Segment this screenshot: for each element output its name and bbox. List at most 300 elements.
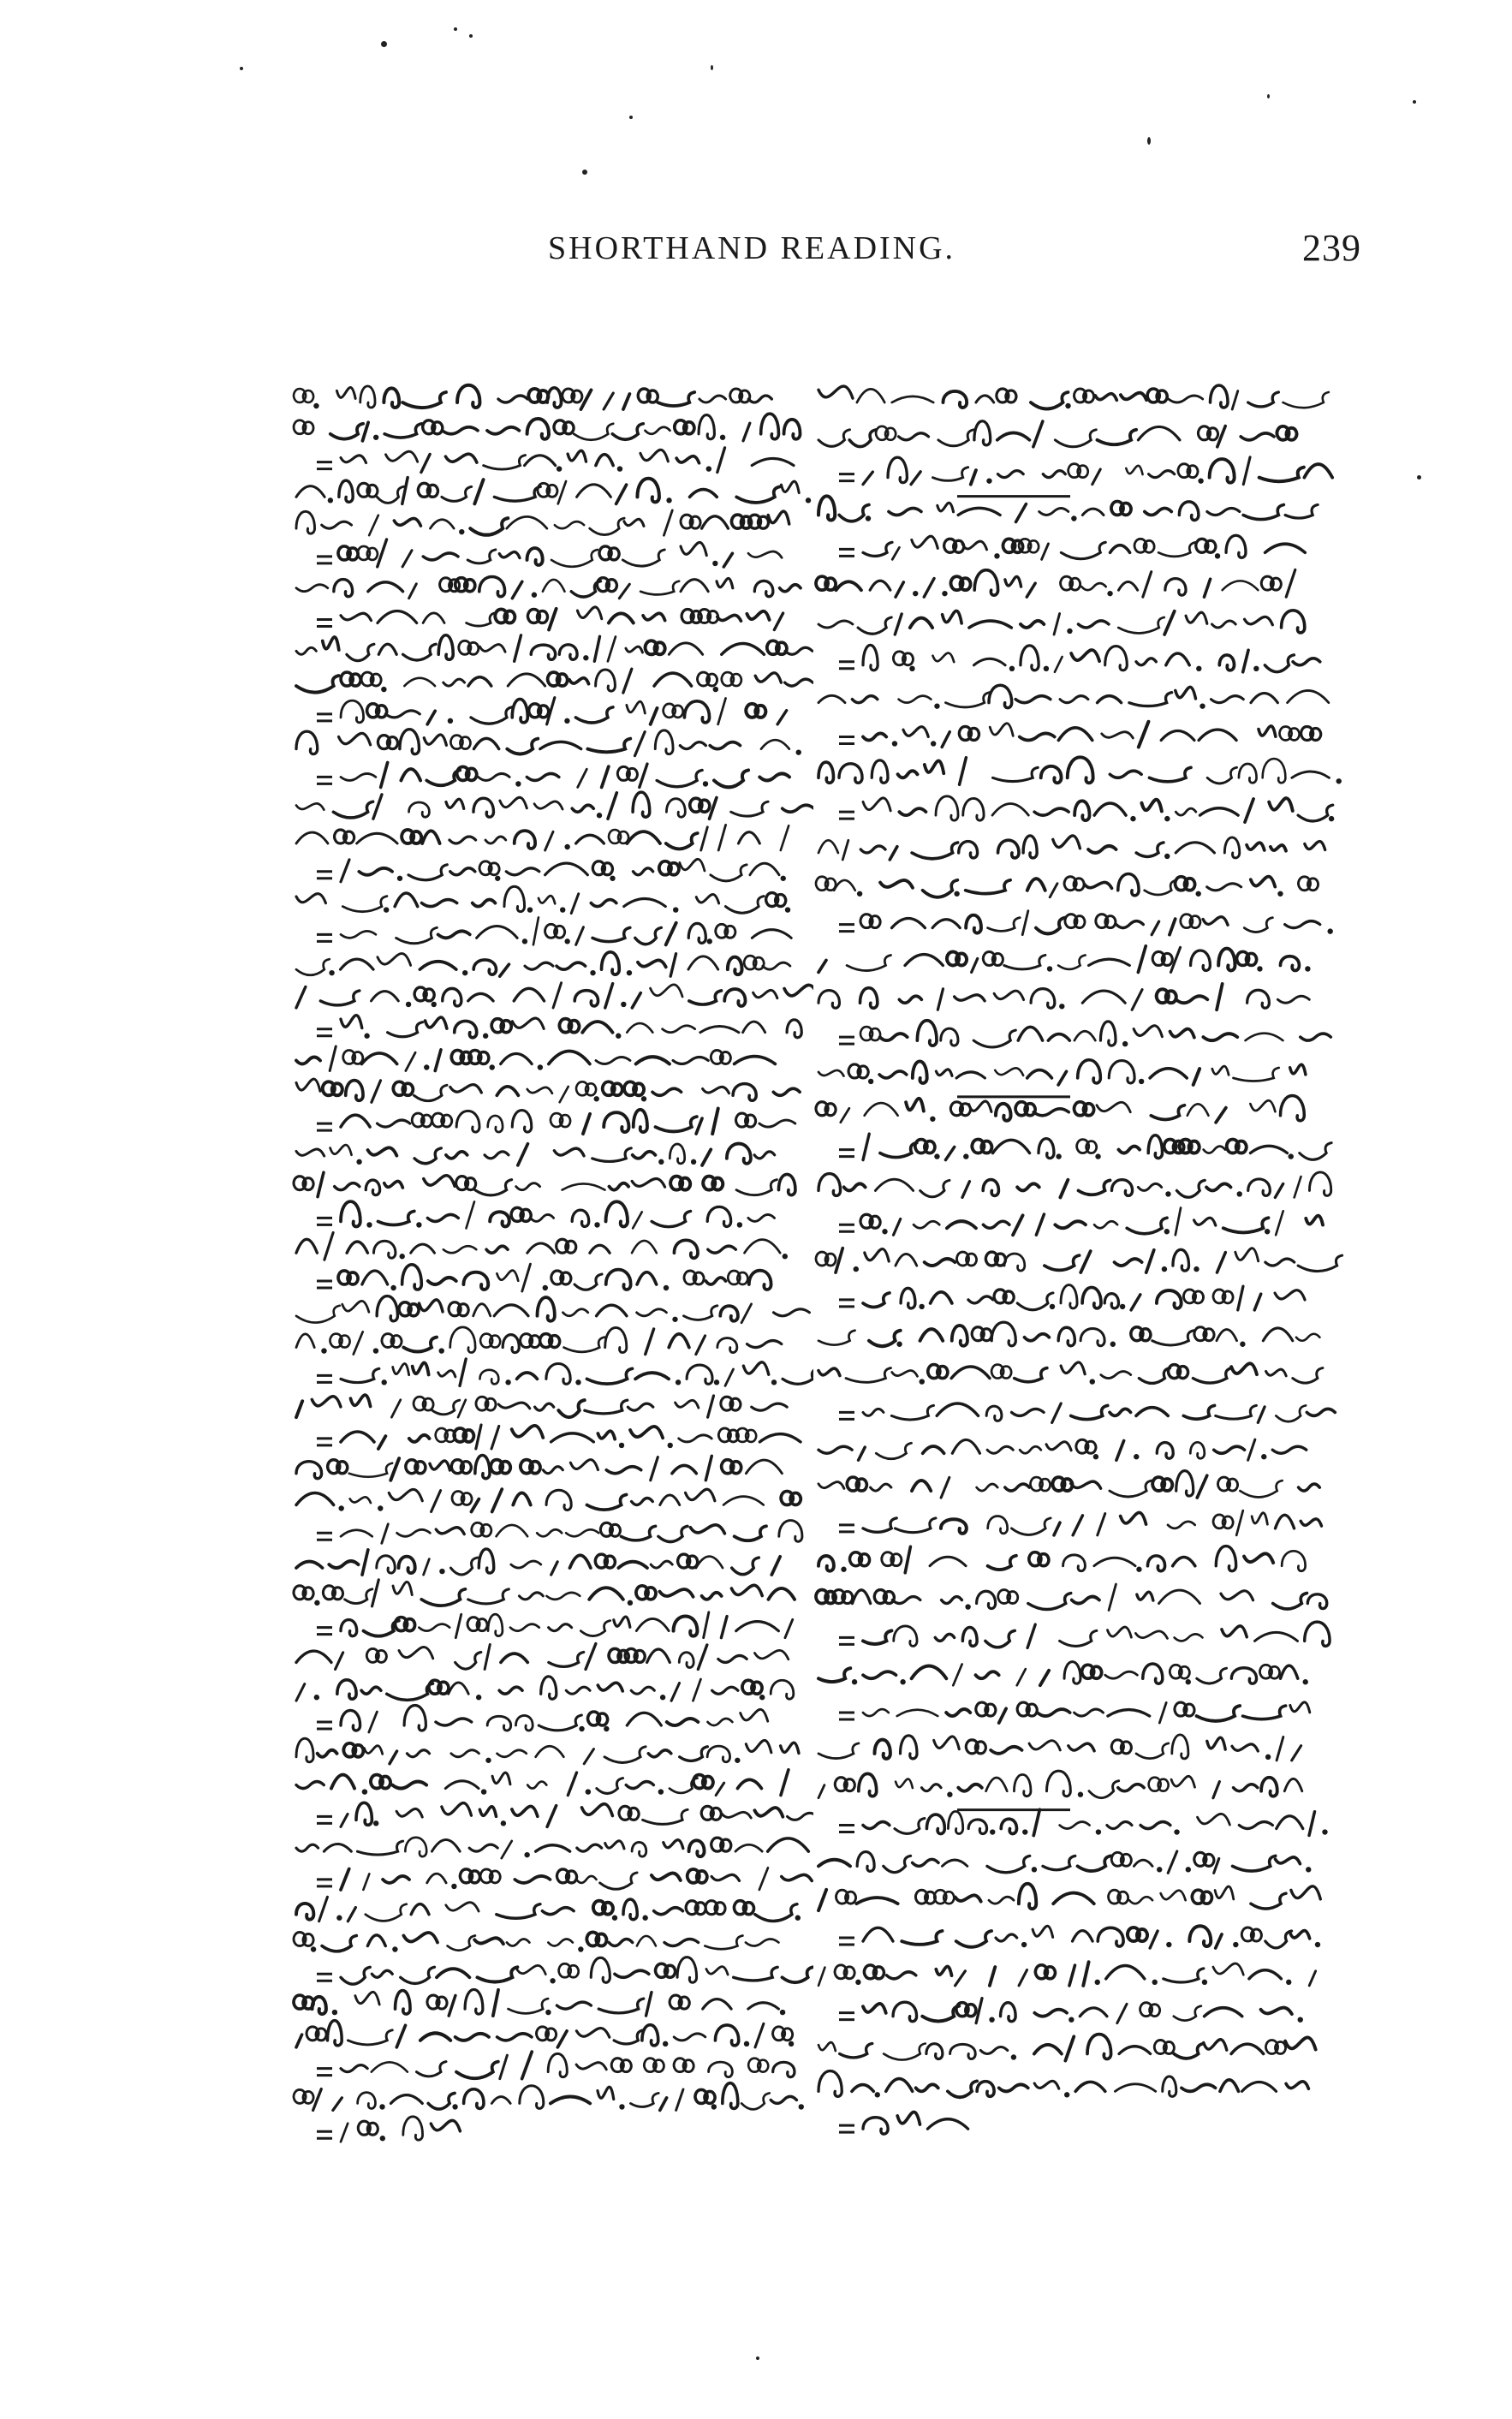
shorthand-stroke	[643, 1809, 688, 1824]
shorthand-stroke	[1136, 1408, 1168, 1416]
shorthand-dot	[1059, 1004, 1064, 1009]
shorthand-stroke	[414, 1085, 447, 1100]
paragraph-mark	[839, 1037, 854, 1044]
shorthand-dot	[990, 1829, 995, 1834]
shorthand-stroke	[1307, 1409, 1335, 1415]
shorthand-stroke	[609, 613, 634, 623]
shorthand-stroke	[722, 1460, 741, 1474]
shorthand-stroke	[330, 1046, 336, 1070]
shorthand-stroke	[671, 1683, 679, 1701]
shorthand-stroke	[973, 1030, 1015, 1047]
shorthand-dot	[796, 749, 801, 754]
shorthand-stroke	[1074, 389, 1094, 402]
shorthand-stroke	[366, 1904, 407, 1921]
shorthand-stroke	[951, 576, 971, 590]
paragraph-mark	[839, 662, 854, 669]
shorthand-stroke	[563, 1183, 605, 1189]
shorthand-stroke	[1250, 1100, 1275, 1111]
shorthand-stroke	[1295, 1177, 1301, 1197]
shorthand-stroke	[897, 1710, 938, 1716]
shorthand-stroke	[897, 2112, 920, 2125]
shorthand-stroke	[1076, 1439, 1096, 1453]
shorthand-stroke	[754, 1650, 788, 1659]
shorthand-stroke	[839, 764, 862, 783]
shorthand-stroke	[1015, 1368, 1047, 1382]
shorthand-stroke	[357, 1841, 402, 1855]
shorthand-stroke	[721, 1397, 741, 1410]
shorthand-stroke	[960, 758, 967, 785]
shorthand-stroke	[840, 2044, 872, 2058]
shorthand-stroke	[438, 635, 453, 660]
shorthand-stroke	[895, 614, 902, 635]
shorthand-stroke	[627, 1713, 661, 1725]
shorthand-stroke	[974, 421, 991, 445]
shorthand-stroke	[1213, 1515, 1233, 1528]
shorthand-stroke	[467, 613, 497, 627]
shorthand-stroke	[411, 1244, 435, 1253]
shorthand-stroke	[863, 1630, 891, 1644]
shorthand-stroke	[759, 1434, 801, 1442]
shorthand-stroke	[899, 996, 921, 1003]
shorthand-stroke	[450, 1327, 475, 1353]
shorthand-dot	[1233, 1942, 1238, 1947]
shorthand-stroke	[609, 1939, 633, 1946]
shorthand-stroke	[1168, 1851, 1177, 1873]
shorthand-stroke	[506, 868, 539, 875]
paragraph-mark	[839, 1713, 854, 1719]
shorthand-stroke	[521, 1334, 540, 1348]
shorthand-stroke	[500, 2055, 508, 2078]
shorthand-stroke	[474, 480, 483, 503]
shorthand-stroke	[1157, 989, 1176, 1003]
shorthand-stroke	[455, 2034, 489, 2041]
shorthand-stroke	[1046, 1442, 1071, 1451]
shorthand-stroke	[428, 2093, 455, 2109]
shorthand-stroke	[899, 808, 926, 815]
shorthand-stroke	[485, 837, 506, 843]
shorthand-stroke	[782, 481, 800, 493]
shorthand-stroke	[1280, 956, 1299, 971]
shorthand-stroke	[783, 1368, 813, 1384]
shorthand-stroke	[319, 1897, 328, 1921]
shorthand-stroke	[773, 2062, 795, 2076]
shorthand-dot	[1165, 1191, 1170, 1196]
shorthand-stroke	[1061, 542, 1105, 558]
shorthand-stroke	[614, 1617, 630, 1627]
shorthand-stroke	[1117, 2004, 1127, 2023]
shorthand-stroke	[1176, 808, 1195, 815]
shorthand-stroke	[923, 880, 958, 897]
shorthand-stroke	[451, 1750, 479, 1757]
shorthand-stroke	[1134, 1026, 1162, 1037]
shorthand-stroke	[1136, 843, 1164, 857]
shorthand-stroke	[341, 1016, 362, 1028]
shorthand-stroke	[341, 672, 360, 686]
shorthand-stroke	[1035, 1965, 1055, 1979]
shorthand-stroke	[1012, 1409, 1045, 1415]
shorthand-stroke	[539, 1715, 581, 1731]
shorthand-stroke	[446, 1152, 467, 1159]
shorthand-stroke	[659, 1589, 693, 1597]
shorthand-stroke	[781, 1743, 799, 1753]
shorthand-stroke	[1245, 799, 1253, 822]
shorthand-stroke	[674, 2034, 705, 2041]
shorthand-dot	[707, 938, 712, 944]
shorthand-stroke	[1054, 614, 1060, 635]
shorthand-stroke	[754, 581, 773, 596]
shorthand-stroke	[469, 1844, 497, 1851]
paragraph-mark	[317, 1880, 332, 1886]
shorthand-dot	[737, 1222, 742, 1227]
shorthand-stroke	[611, 2059, 631, 2072]
shorthand-stroke	[1005, 576, 1021, 587]
shorthand-stroke	[744, 956, 764, 969]
shorthand-stroke	[1058, 1071, 1066, 1085]
shorthand-dot	[557, 466, 562, 471]
shorthand-stroke	[391, 1400, 400, 1417]
shorthand-stroke	[609, 830, 628, 843]
shorthand-stroke	[296, 1334, 314, 1348]
shorthand-dot	[364, 1034, 369, 1039]
shorthand-stroke	[493, 1990, 498, 2016]
paragraph-mark	[839, 2013, 854, 2020]
shorthand-stroke	[852, 1590, 870, 1604]
shorthand-stroke	[655, 730, 673, 754]
shorthand-stroke	[990, 1967, 995, 1986]
paragraph-mark	[839, 1938, 854, 1945]
shorthand-stroke	[819, 1446, 852, 1453]
shorthand-dot	[459, 529, 464, 534]
shorthand-stroke	[703, 1087, 729, 1093]
shorthand-dot	[1253, 666, 1259, 671]
shorthand-stroke	[1121, 1512, 1146, 1524]
shorthand-stroke	[1252, 1513, 1267, 1524]
shorthand-stroke	[397, 1529, 431, 1536]
shorthand-stroke	[676, 1400, 699, 1408]
shorthand-stroke	[1172, 1735, 1188, 1759]
shorthand-stroke	[948, 1811, 962, 1833]
shorthand-stroke	[718, 698, 726, 724]
shorthand-stroke	[467, 1201, 474, 1228]
shorthand-stroke	[912, 536, 938, 548]
shorthand-stroke	[1119, 1147, 1140, 1153]
shorthand-stroke	[576, 927, 584, 945]
shorthand-stroke	[1020, 733, 1055, 740]
shorthand-stroke	[916, 2084, 938, 2091]
shorthand-stroke	[937, 1403, 978, 1415]
shorthand-stroke	[527, 1243, 555, 1253]
paragraph-mark	[317, 1029, 332, 1036]
shorthand-stroke	[390, 1458, 399, 1481]
shorthand-stroke	[531, 1214, 554, 1221]
shorthand-stroke	[875, 1179, 913, 1190]
shorthand-stroke	[1058, 1327, 1074, 1345]
shorthand-stroke	[1033, 1809, 1039, 1835]
shorthand-stroke	[1098, 696, 1122, 703]
shorthand-dot	[560, 907, 565, 912]
shorthand-stroke	[987, 1446, 1013, 1453]
shorthand-stroke	[1213, 1290, 1233, 1303]
shorthand-stroke	[771, 1557, 780, 1575]
shorthand-stroke	[497, 1750, 526, 1757]
shorthand-stroke	[664, 1840, 683, 1849]
shorthand-stroke	[546, 1364, 570, 1385]
shorthand-stroke	[498, 1403, 529, 1409]
shorthand-stroke	[576, 2063, 606, 2070]
shorthand-stroke	[651, 985, 683, 997]
shorthand-stroke	[863, 1409, 884, 1415]
shorthand-dot	[919, 1304, 924, 1309]
shorthand-stroke	[642, 2025, 658, 2046]
shorthand-stroke	[785, 1619, 793, 1637]
shorthand-stroke	[1309, 1812, 1314, 1836]
shorthand-stroke	[1251, 694, 1277, 703]
shorthand-dot	[452, 2104, 457, 2109]
shorthand-stroke	[1170, 1665, 1189, 1678]
shorthand-stroke	[294, 2089, 313, 2103]
shorthand-stroke	[540, 1334, 560, 1348]
shorthand-stroke	[705, 1456, 711, 1480]
shorthand-stroke	[1136, 1743, 1169, 1759]
shorthand-stroke	[816, 576, 836, 590]
shorthand-stroke	[1168, 1522, 1195, 1528]
shorthand-stroke	[401, 769, 420, 780]
shorthand-stroke	[696, 1118, 702, 1134]
shorthand-stroke	[738, 832, 759, 843]
shorthand-stroke	[585, 1400, 628, 1414]
shorthand-stroke	[1190, 1442, 1204, 1458]
shorthand-stroke	[925, 1259, 955, 1266]
shorthand-stroke	[632, 993, 640, 1008]
shorthand-stroke	[490, 1212, 509, 1226]
shorthand-stroke	[602, 952, 620, 974]
shorthand-dot	[1329, 816, 1334, 821]
shorthand-stroke	[468, 993, 493, 1000]
shorthand-dot	[621, 1002, 626, 1007]
shorthand-stroke	[1280, 726, 1300, 740]
shorthand-stroke	[1068, 757, 1093, 783]
shorthand-dot	[1139, 1079, 1144, 1084]
shorthand-stroke	[847, 955, 890, 970]
shorthand-stroke	[603, 1081, 622, 1095]
shorthand-stroke	[752, 930, 791, 938]
shorthand-stroke	[892, 1597, 920, 1604]
shorthand-stroke	[446, 1903, 479, 1911]
shorthand-dot	[1196, 666, 1201, 671]
shorthand-stroke	[723, 1497, 764, 1505]
shorthand-stroke	[427, 1874, 446, 1883]
shorthand-stroke	[666, 833, 698, 849]
shorthand-stroke	[1069, 1743, 1094, 1751]
shorthand-stroke	[859, 1447, 866, 1460]
shorthand-dot	[1303, 1679, 1308, 1684]
shorthand-stroke	[1207, 508, 1240, 515]
shorthand-stroke	[1183, 1290, 1203, 1303]
shorthand-dot	[564, 938, 569, 944]
shorthand-stroke	[1248, 392, 1279, 407]
shorthand-stroke	[734, 1901, 753, 1915]
shorthand-stroke	[906, 1099, 924, 1111]
shorthand-stroke	[1116, 921, 1144, 928]
shorthand-stroke	[1265, 655, 1294, 672]
shorthand-stroke	[1176, 687, 1196, 699]
shorthand-stroke	[938, 430, 973, 446]
shorthand-stroke	[463, 1272, 488, 1290]
shorthand-stroke	[1105, 1671, 1138, 1678]
shorthand-stroke	[767, 640, 787, 654]
shorthand-stroke	[333, 2098, 342, 2111]
shorthand-dot	[900, 1679, 905, 1684]
shorthand-stroke	[1034, 2081, 1059, 2088]
shorthand-dot	[1050, 1304, 1055, 1309]
shorthand-stroke	[450, 1558, 477, 1575]
shorthand-stroke	[1071, 1481, 1101, 1488]
shorthand-stroke	[771, 2096, 796, 2103]
shorthand-dot	[1162, 1266, 1167, 1272]
shorthand-stroke	[1060, 1180, 1068, 1198]
shorthand-stroke	[456, 2062, 498, 2079]
shorthand-stroke	[945, 693, 989, 707]
shorthand-stroke	[559, 1963, 579, 1977]
shorthand-stroke	[1025, 1334, 1050, 1341]
shorthand-dot	[1199, 703, 1205, 708]
shorthand-stroke	[689, 991, 722, 1004]
shorthand-stroke	[728, 957, 742, 975]
paragraph-mark	[317, 620, 332, 627]
shorthand-stroke	[1203, 1034, 1237, 1040]
shorthand-dot	[1305, 966, 1310, 971]
shorthand-stroke	[1182, 2084, 1216, 2091]
shorthand-dot	[1277, 891, 1283, 897]
shorthand-stroke	[512, 1111, 531, 1132]
shorthand-dot	[947, 1792, 952, 1797]
shorthand-stroke	[508, 674, 545, 686]
shorthand-stroke	[880, 1143, 917, 1158]
shorthand-stroke	[987, 1856, 1030, 1872]
shorthand-stroke	[1300, 1143, 1331, 1160]
shorthand-stroke	[718, 1655, 747, 1662]
shorthand-stroke	[819, 1482, 844, 1489]
shorthand-stroke	[941, 1519, 967, 1534]
shorthand-stroke	[722, 644, 765, 655]
shorthand-stroke	[1001, 2003, 1016, 2022]
shorthand-stroke	[576, 1081, 596, 1095]
shorthand-stroke	[296, 647, 316, 654]
shorthand-stroke	[1019, 1884, 1036, 1909]
shorthand-stroke	[895, 1819, 925, 1834]
shorthand-stroke	[1282, 1551, 1305, 1570]
shorthand-stroke	[880, 1034, 908, 1040]
shorthand-stroke	[941, 1028, 958, 1046]
shorthand-stroke	[563, 1309, 587, 1316]
shorthand-stroke	[997, 471, 1023, 478]
shorthand-stroke	[1199, 808, 1238, 815]
shorthand-stroke	[598, 1999, 644, 2013]
shorthand-stroke	[679, 1435, 711, 1442]
shorthand-stroke	[568, 450, 586, 462]
shorthand-stroke	[693, 1679, 701, 1701]
shorthand-stroke	[467, 550, 496, 563]
shorthand-stroke	[728, 1271, 747, 1284]
shorthand-stroke	[1299, 877, 1319, 891]
shorthand-stroke	[1064, 877, 1084, 891]
shorthand-stroke	[1174, 2044, 1204, 2059]
shorthand-stroke	[816, 1102, 836, 1116]
shorthand-stroke	[701, 1806, 721, 1820]
shorthand-stroke	[1301, 726, 1321, 740]
shorthand-stroke	[1080, 1251, 1090, 1272]
shorthand-stroke	[420, 2033, 450, 2040]
shorthand-stroke	[863, 1927, 893, 1941]
shorthand-stroke	[644, 2059, 664, 2072]
shorthand-stroke	[1291, 1886, 1320, 1899]
shorthand-stroke	[654, 1908, 683, 1915]
shorthand-stroke	[1150, 1069, 1187, 1078]
shorthand-stroke	[676, 2089, 683, 2110]
shorthand-stroke	[341, 773, 376, 780]
shorthand-stroke	[1072, 1597, 1099, 1604]
shorthand-stroke	[296, 1651, 331, 1662]
shorthand-stroke	[520, 1593, 544, 1600]
shorthand-stroke	[784, 420, 801, 439]
shorthand-stroke	[1169, 1365, 1188, 1379]
shorthand-stroke	[945, 1147, 954, 1159]
shorthand-stroke	[372, 2062, 408, 2071]
shorthand-stroke	[884, 1856, 911, 1872]
shorthand-stroke	[731, 1585, 762, 1595]
shorthand-stroke	[604, 393, 613, 409]
shorthand-stroke	[296, 1462, 322, 1479]
shorthand-dot	[586, 1789, 591, 1794]
shorthand-stroke	[527, 773, 558, 780]
shorthand-stroke	[1242, 2082, 1277, 2091]
shorthand-stroke	[896, 582, 903, 597]
shorthand-stroke	[1286, 569, 1295, 597]
shorthand-dot	[1136, 1567, 1141, 1572]
shorthand-stroke	[684, 701, 709, 723]
shorthand-stroke	[1109, 1061, 1134, 1083]
shorthand-stroke	[495, 610, 515, 623]
shorthand-stroke	[1272, 1446, 1306, 1453]
shorthand-stroke	[958, 1784, 981, 1791]
shorthand-stroke	[1170, 1029, 1194, 1038]
shorthand-stroke	[557, 962, 586, 969]
shorthand-stroke	[598, 1683, 622, 1691]
shorthand-stroke	[1143, 572, 1152, 597]
shorthand-stroke	[968, 1820, 986, 1834]
shorthand-stroke	[574, 424, 613, 440]
shorthand-stroke	[1107, 1822, 1132, 1829]
shorthand-stroke	[1204, 1147, 1225, 1153]
shorthand-stroke	[871, 1484, 891, 1491]
shorthand-stroke	[369, 1712, 378, 1732]
shorthand-stroke	[741, 1709, 768, 1721]
shorthand-stroke	[1078, 1060, 1101, 1083]
shorthand-stroke	[768, 511, 789, 524]
shorthand-stroke	[1194, 1852, 1214, 1866]
shorthand-stroke	[1176, 1208, 1181, 1236]
shorthand-stroke	[382, 1334, 402, 1348]
shorthand-stroke	[606, 1270, 631, 1290]
paragraph-mark	[839, 1525, 854, 1532]
shorthand-stroke	[468, 677, 491, 686]
shorthand-dot	[1009, 666, 1015, 671]
shorthand-stroke	[1247, 990, 1270, 1008]
shorthand-dot	[617, 466, 622, 471]
shorthand-stroke	[373, 1241, 395, 1258]
shorthand-stroke	[586, 1495, 626, 1510]
shorthand-stroke	[645, 427, 670, 434]
